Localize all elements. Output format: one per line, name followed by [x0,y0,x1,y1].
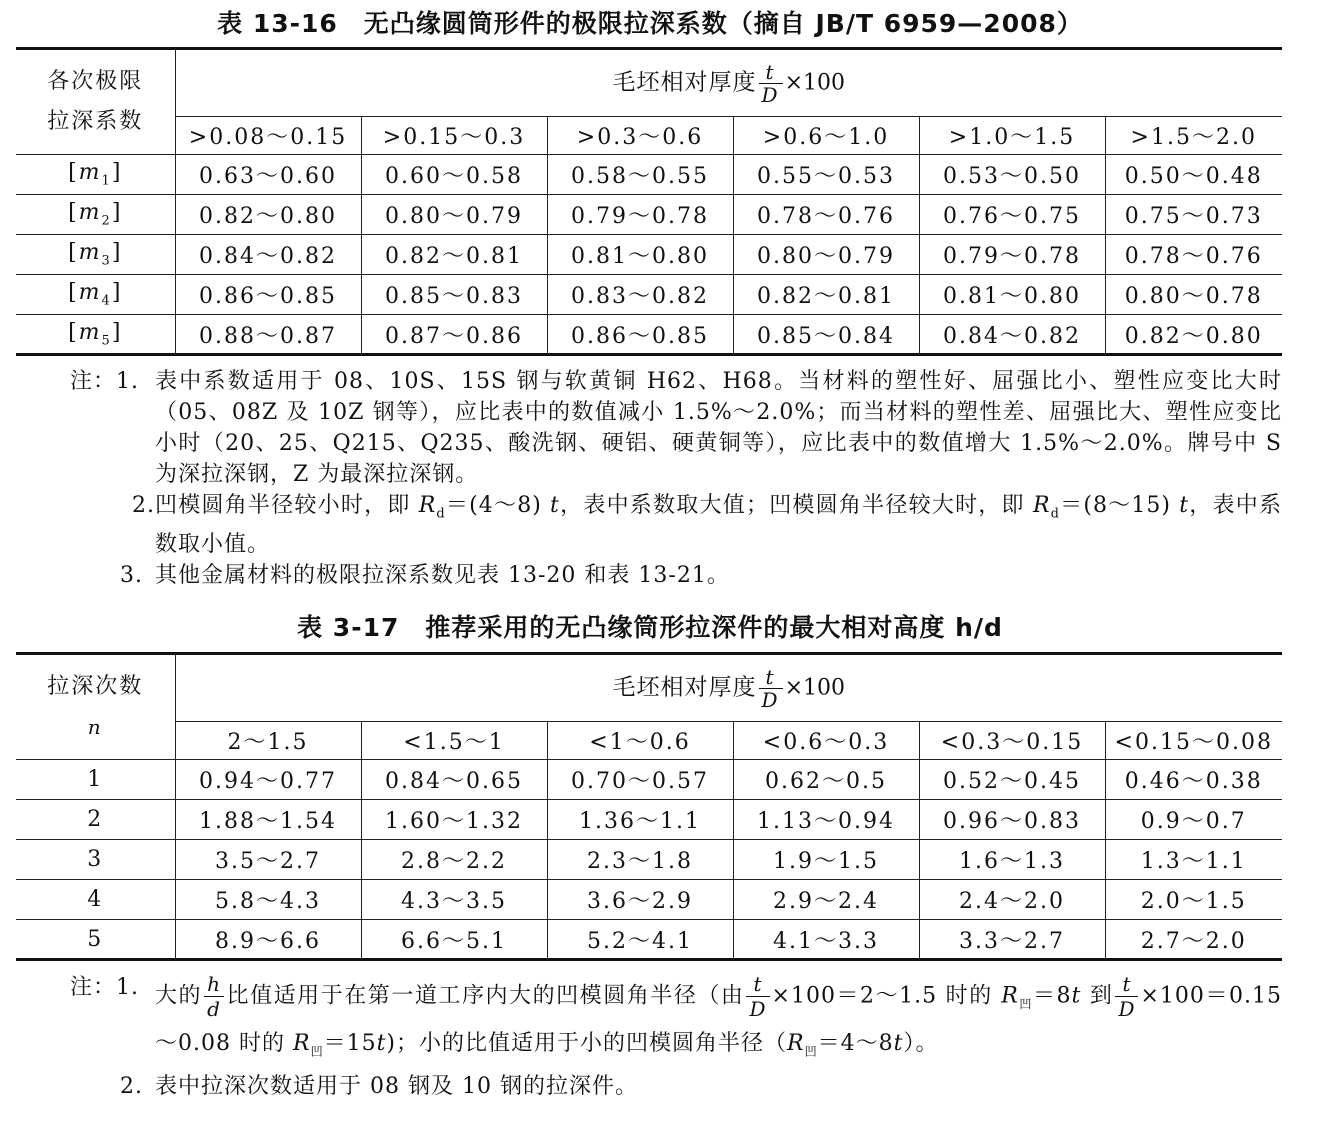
table-cell: 0.82～0.80 [1105,315,1282,355]
row-label: $[m_1]$ [16,155,175,195]
table-cell: 0.80～0.79 [361,195,547,235]
note-3 [70,560,1282,591]
table-cell: 0.82～0.81 [733,275,919,315]
table-row [16,920,1282,960]
table-cell: 2.8～2.2 [361,840,547,880]
column-header: >1.0～1.5 [919,117,1105,155]
note-text: 大的 $\frac{h}{d}$ 比值适用于在第一道工序内大的凹模圆角半径（由 $\frac{t}{D}$ ×100＝2～1.5 时的 $R_凹=8t$ 到 $\frac{t}{D}$ ×100＝0.15～0.08 时的 $R_凹=15t$)；小的比值适用于小的凹模圆角半径$(R_凹=4\sim 8t)$。 [155,972,1282,1059]
table-cell: 0.81～0.80 [919,275,1105,315]
row-header-label: 拉深次数 [47,674,144,699]
table-cell: 1.3～1.1 [1105,840,1282,880]
param-header-cell [175,654,1282,722]
table-cell: 0.52～0.45 [919,760,1105,800]
table-cell: 0.84～0.82 [175,235,361,275]
table-cell: 0.70～0.57 [547,760,733,800]
table-cell: 5.8～4.3 [175,880,361,920]
table-cell: 0.78～0.76 [733,195,919,235]
table-cell: 0.85～0.83 [361,275,547,315]
table-cell: 0.9～0.7 [1105,800,1282,840]
table-row [16,800,1282,840]
row-header-line2: 拉深系数 [47,109,144,134]
table-cell: 0.85～0.84 [733,315,919,355]
table1-notes [70,366,1282,591]
table-cell: 0.75～0.73 [1105,195,1282,235]
table-cell: 0.86～0.85 [175,275,361,315]
column-header: <1～0.6 [547,722,733,760]
table-cell: 2.3～1.8 [547,840,733,880]
table-row [16,155,1282,195]
h-over-d-fraction: $\frac{h}{d}$ [204,972,224,1021]
table-cell: 0.78～0.76 [1105,235,1282,275]
table-cell: 3.6～2.9 [547,880,733,920]
note-2 [70,1071,1282,1102]
table-cell: 0.80～0.79 [733,235,919,275]
column-header: 2～1.5 [175,722,361,760]
max-relative-height-table [16,652,1282,961]
note-text: 表中拉深次数适用于 08 钢及 10 钢的拉深件。 [155,1074,638,1100]
table-cell: 2.0～1.5 [1105,880,1282,920]
column-header: <0.15～0.08 [1105,722,1282,760]
table-cell: 0.81～0.80 [547,235,733,275]
table-row [16,840,1282,880]
column-header: >0.15～0.3 [361,117,547,155]
fraction-denominator: D [761,82,780,107]
row-header-variable: n [87,715,103,739]
table-cell: 0.62～0.5 [733,760,919,800]
table-row [16,235,1282,275]
fraction-numerator: t [759,666,783,689]
column-header: <0.6～0.3 [733,722,919,760]
row-label: 4 [16,880,175,920]
param-label: 毛坯相对厚度 [612,69,757,95]
table-row [16,275,1282,315]
table-row [16,195,1282,235]
table-cell: 0.50～0.48 [1105,155,1282,195]
note-1 [70,972,1282,1071]
row-label: 5 [16,920,175,960]
fraction-numerator: t [759,61,783,84]
table-cell: 0.63～0.60 [175,155,361,195]
table-cell: 0.86～0.85 [547,315,733,355]
table2-title: 表 3-17 推荐采用的无凸缘筒形拉深件的最大相对高度 h/d [297,613,1003,642]
row-label: 3 [16,840,175,880]
table-cell: 1.13～0.94 [733,800,919,840]
table-cell: 0.82～0.81 [361,235,547,275]
table-cell: 0.94～0.77 [175,760,361,800]
table-cell: 0.84～0.65 [361,760,547,800]
table2-notes [70,972,1282,1102]
t-over-D-fraction: $\frac{t}{D}$ [1115,972,1138,1021]
table-cell: 8.9～6.6 [175,920,361,960]
note-number: 3. [120,563,143,589]
table-cell: 2.7～2.0 [1105,920,1282,960]
table-cell: 0.87～0.86 [361,315,547,355]
column-header: <0.3～0.15 [919,722,1105,760]
table-cell: 5.2～4.1 [547,920,733,960]
note-2 [70,490,1282,560]
limit-drawing-coefficient-table [16,47,1282,356]
table-row [16,760,1282,800]
fraction-denominator: D [761,687,780,712]
note-text: 其他金属材料的极限拉深系数见表 13-20 和表 13-21。 [155,563,730,589]
table-cell: 4.1～3.3 [733,920,919,960]
row-header-line1: 各次极限 [47,69,144,94]
table-cell: 0.79～0.78 [547,195,733,235]
note-number: 2. [120,1074,143,1100]
note-1 [70,366,1282,490]
table-cell: 0.55～0.53 [733,155,919,195]
table-cell: 0.76～0.75 [919,195,1105,235]
table-cell: 4.3～3.5 [361,880,547,920]
table-row [16,315,1282,355]
table-cell: 1.60～1.32 [361,800,547,840]
note-text: 表中系数适用于 08、10S、15S 钢与软黄铜 H62、H68。当材料的塑性好、屈强比小、塑性应变比大时（05、08Z 及 10Z 钢等），应比表中的数值减小 1.5%～2.0%；而当材料的塑性差、屈强比大、塑性应变比小时（20、25、Q215、Q235、酸洗钢、硬铝、硬黄铜等），应比表中的数值增大 1.5%～2.0%。牌号中 S 为深拉深钢，Z 为最深拉深钢。 [155,369,1282,487]
column-header: >0.3～0.6 [547,117,733,155]
row-label: 1 [16,760,175,800]
table-cell: 0.80～0.78 [1105,275,1282,315]
table-cell: 0.58～0.55 [547,155,733,195]
table-cell: 0.60～0.58 [361,155,547,195]
t-over-D-fraction: $\frac{t}{D}$ [746,972,769,1021]
param-suffix: ×100 [784,70,845,95]
param-label: 毛坯相对厚度 [612,674,757,700]
row-header-cell [16,654,175,760]
note-number: 2. [132,493,155,518]
table1-title: 表 13-16 无凸缘圆筒形件的极限拉深系数（摘自 JB/T 6959—2008） [217,9,1083,38]
row-label: 2 [16,800,175,840]
table-cell: 6.6～5.1 [361,920,547,960]
row-label: $[m_5]$ [16,315,175,355]
table-cell: 0.83～0.82 [547,275,733,315]
table-cell: 0.88～0.87 [175,315,361,355]
row-label: $[m_2]$ [16,195,175,235]
table-cell: 1.6～1.3 [919,840,1105,880]
table-cell: 0.96～0.83 [919,800,1105,840]
note-prefix: 注：1. [70,975,139,1000]
table-cell: 3.5～2.7 [175,840,361,880]
table-cell: 0.84～0.82 [919,315,1105,355]
column-header: >0.08～0.15 [175,117,361,155]
table-cell: 2.9～2.4 [733,880,919,920]
column-header: >0.6～1.0 [733,117,919,155]
table-cell: 0.53～0.50 [919,155,1105,195]
table-cell: 0.82～0.80 [175,195,361,235]
row-label: $[m_3]$ [16,235,175,275]
column-header: <1.5～1 [361,722,547,760]
table-cell: 1.9～1.5 [733,840,919,880]
table-cell: 0.46～0.38 [1105,760,1282,800]
table-cell: 1.36～1.1 [547,800,733,840]
note-text: 凹模圆角半径较小时，即 $R_d=(4\sim 8)$ t，表中系数取大值；凹模圆角半径较大时，即 $R_d=(8\sim 15)$ t，表中系数取小值。 [155,493,1283,558]
note-prefix: 注：1. [70,369,139,394]
table-cell: 1.88～1.54 [175,800,361,840]
t-over-D-fraction [759,61,783,106]
table-cell: 2.4～2.0 [919,880,1105,920]
row-header-cell [16,49,175,155]
column-header: >1.5～2.0 [1105,117,1282,155]
table-cell: 0.79～0.78 [919,235,1105,275]
t-over-D-fraction [759,666,783,711]
param-header-cell [175,49,1282,117]
param-suffix: ×100 [784,675,845,700]
table-cell: 3.3～2.7 [919,920,1105,960]
row-label: $[m_4]$ [16,275,175,315]
table-row [16,880,1282,920]
